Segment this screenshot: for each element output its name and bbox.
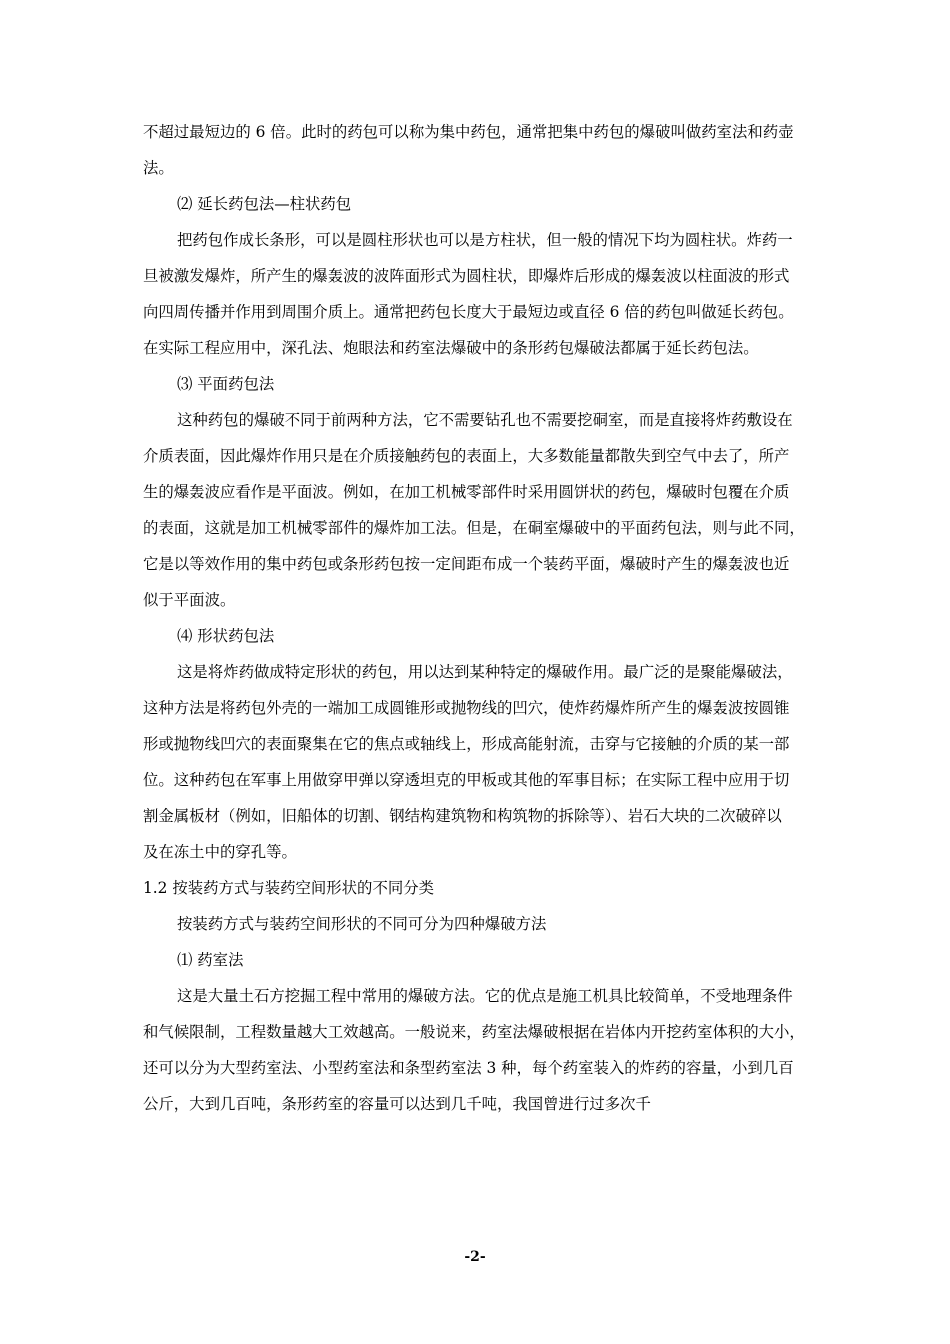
text-line: 和气候限制，工程数量越大工效越高。一般说来，药室法爆破根据在岩体内开挖药室体积的大小， xyxy=(143,1023,805,1041)
text-line: ⑵ 延长药包法—柱状药包 xyxy=(177,195,352,213)
text-line: ⑶ 平面药包法 xyxy=(177,375,275,393)
text-line: 这是大量土石方挖掘工程中常用的爆破方法。它的优点是施工机具比较简单，不受地理条件 xyxy=(177,987,793,1005)
text-line: 它是以等效作用的集中药包或条形药包按一定间距布成一个装药平面，爆破时产生的爆轰波也近 xyxy=(143,555,790,573)
text-line: ⑴ 药室法 xyxy=(177,951,244,969)
text-line: 及在冻土中的穿孔等。 xyxy=(143,843,297,861)
text-line: 位。这种药包在军事上用做穿甲弹以穿透坦克的甲板或其他的军事目标；在实际工程中应用于切 xyxy=(143,771,790,789)
text-line: 旦被激发爆炸，所产生的爆轰波的波阵面形式为圆柱状，即爆炸后形成的爆轰波以柱面波的形式 xyxy=(143,267,790,285)
text-line: 这种方法是将药包外壳的一端加工成圆锥形或抛物线的凹穴，使炸药爆炸所产生的爆轰波按圆锥 xyxy=(143,699,790,717)
text-line: 这是将炸药做成特定形状的药包，用以达到某种特定的爆破作用。最广泛的是聚能爆破法， xyxy=(177,663,793,681)
page-number: -2- xyxy=(464,1249,486,1265)
text-line: 还可以分为大型药室法、小型药室法和条型药室法 3 种，每个药室装入的炸药的容量，小到几百 xyxy=(143,1059,794,1077)
text-line: 形或抛物线凹穴的表面聚集在它的焦点或轴线上，形成高能射流，击穿与它接触的介质的某一部 xyxy=(143,735,790,753)
text-line: 割金属板材（例如，旧船体的切割、钢结构建筑物和构筑物的拆除等）、岩石大块的二次破碎以 xyxy=(143,807,782,825)
text-line: 似于平面波。 xyxy=(143,591,236,609)
text-line: 不超过最短边的 6 倍。此时的药包可以称为集中药包，通常把集中药包的爆破叫做药室法和药壶 xyxy=(143,123,794,141)
text-line: 法。 xyxy=(143,159,174,177)
text-line: 向四周传播并作用到周围介质上。通常把药包长度大于最短边或直径 6 倍的药包叫做延长药包。 xyxy=(143,303,794,321)
text-line: 在实际工程应用中，深孔法、炮眼法和药室法爆破中的条形药包爆破法都属于延长药包法。 xyxy=(143,339,759,357)
body-text xyxy=(143,114,815,1122)
text-line: 介质表面，因此爆炸作用只是在介质接触药包的表面上，大多数能量都散失到空气中去了，所产 xyxy=(143,447,790,465)
text-line: 把药包作成长条形，可以是圆柱形状也可以是方柱状，但一般的情况下均为圆柱状。炸药一 xyxy=(177,231,793,249)
text-line: 公斤，大到几百吨，条形药室的容量可以达到几千吨，我国曾进行过多次千 xyxy=(143,1095,651,1113)
text-line: 按装药方式与装药空间形状的不同可分为四种爆破方法 xyxy=(177,915,547,933)
text-line: 1.2 按装药方式与装药空间形状的不同分类 xyxy=(143,879,435,897)
text-line: 生的爆轰波应看作是平面波。例如，在加工机械零部件时采用圆饼状的药包，爆破时包覆在介质 xyxy=(143,483,790,501)
text-line: 的表面，这就是加工机械零部件的爆炸加工法。但是，在硐室爆破中的平面药包法，则与此不同， xyxy=(143,519,805,537)
text-line: ⑷ 形状药包法 xyxy=(177,627,275,645)
text-line: 这种药包的爆破不同于前两种方法，它不需要钻孔也不需要挖硐室，而是直接将炸药敷设在 xyxy=(177,411,793,429)
